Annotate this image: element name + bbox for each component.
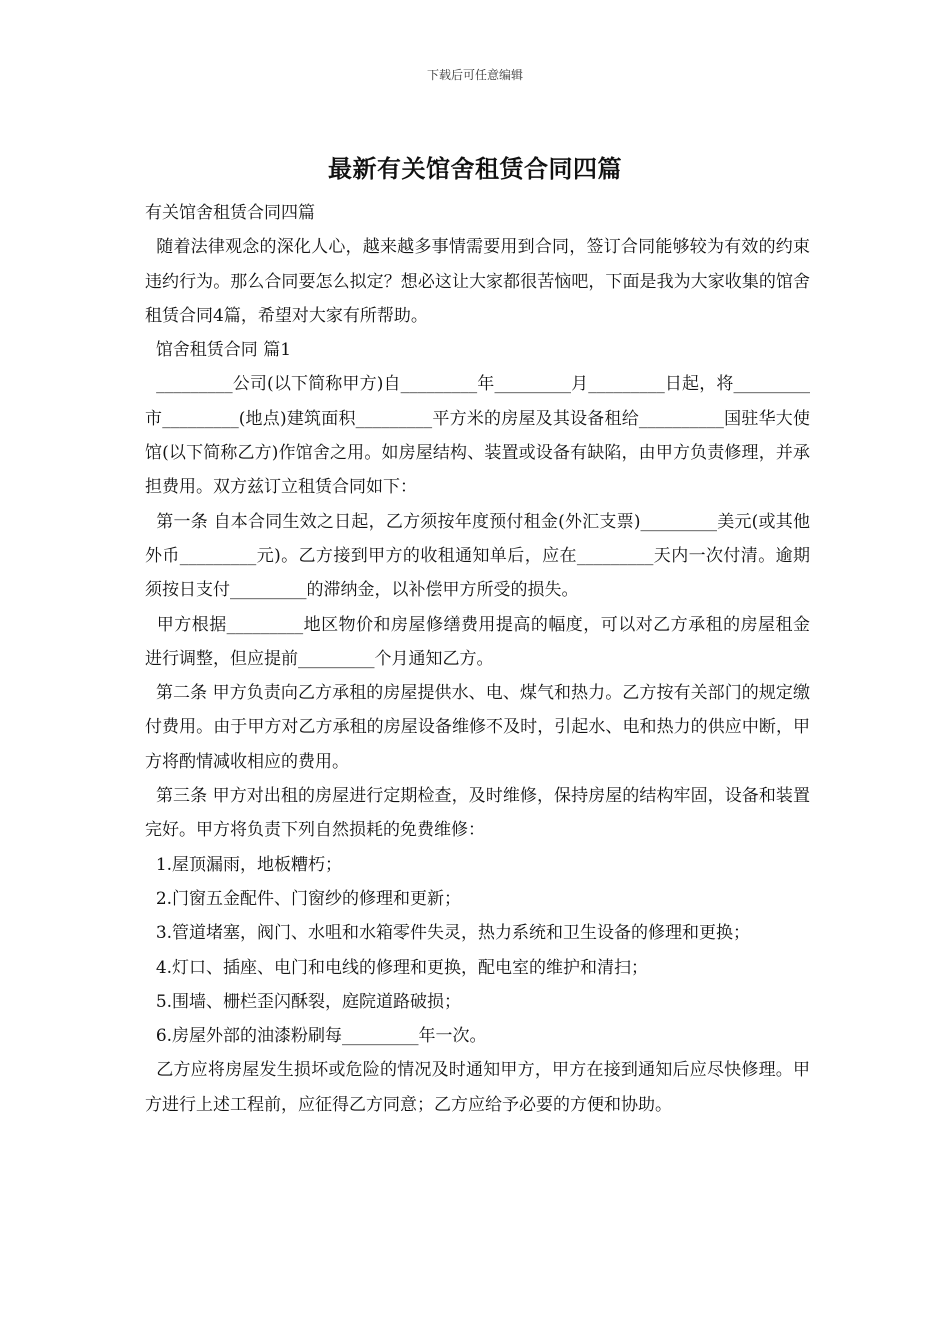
article-3: 第三条 甲方对出租的房屋进行定期检查，及时维修，保持房屋的结构牢固，设备和装置完好。甲方将负责下列自然损耗的免费维修：: [145, 786, 810, 841]
list-item: 1.屋顶漏雨，地板糟朽；: [145, 854, 343, 875]
document-body: [145, 196, 810, 1122]
article-2: 第二条 甲方负责向乙方承租的房屋提供水、电、煤气和热力。乙方按有关部门的规定缴付费用。由于甲方对乙方承租的房屋设备维修不及时，引起水、电和热力的供应中断，甲方将酌情减收相应的费用。: [145, 683, 810, 772]
rent-adjustment-paragraph: 甲方根据_________地区物价和房屋修缮费用提高的幅度，可以对乙方承租的房屋租金进行调整，但应提前_________个月通知乙方。: [145, 614, 810, 669]
section-heading: 馆舍租赁合同 篇1: [145, 340, 292, 361]
contract-preamble: _________公司(以下简称甲方)自_________年_________月_________日起，将_________市_________(地点)建筑面积_________平方米的房屋及其设备租给__________国驻华大使馆(以下简称乙方)作馆舍之用。如房屋结构、装置或设备有缺陷，由甲方负责修理，并承担费用。双方兹订立租赁合同如下：: [145, 374, 810, 498]
header-note: 下载后可任意编辑: [426, 68, 523, 82]
list-item: 6.房屋外部的油漆粉刷每_________年一次。: [145, 1026, 487, 1047]
subtitle-paragraph: 有关馆舍租赁合同四篇: [145, 203, 315, 223]
article-1: 第一条 自本合同生效之日起，乙方须按年度预付租金(外汇支票)_________美元(或其他外币_________元)。乙方接到甲方的收租通知单后，应在_________天内一次付清。逾期须按日支付_________的滞纳金，以补偿甲方所受的损失。: [145, 511, 810, 601]
notification-paragraph: 乙方应将房屋发生损坏或危险的情况及时通知甲方，甲方在接到通知后应尽快修理。甲方进行上述工程前，应征得乙方同意；乙方应给予必要的方便和协助。: [145, 1060, 811, 1115]
intro-paragraph: 随着法律观念的深化人心，越来越多事情需要用到合同，签订合同能够较为有效的约束违约行为。那么合同要怎么拟定？想必这让大家都很苦恼吧，下面是我为大家收集的馆舍租赁合同4篇，希望对大家有所帮助。: [145, 237, 811, 326]
list-item: 4.灯口、插座、电门和电线的修理和更换，配电室的维护和清扫；: [145, 957, 649, 978]
document-title: 最新有关馆舍租赁合同四篇: [328, 154, 622, 183]
list-item: 5.围墙、栅栏歪闪酥裂，庭院道路破损；: [145, 991, 462, 1012]
list-item: 2.门窗五金配件、门窗纱的修理和更新；: [145, 888, 462, 909]
list-item: 3.管道堵塞，阀门、水咀和水箱零件失灵，热力系统和卫生设备的修理和更换；: [145, 923, 751, 944]
